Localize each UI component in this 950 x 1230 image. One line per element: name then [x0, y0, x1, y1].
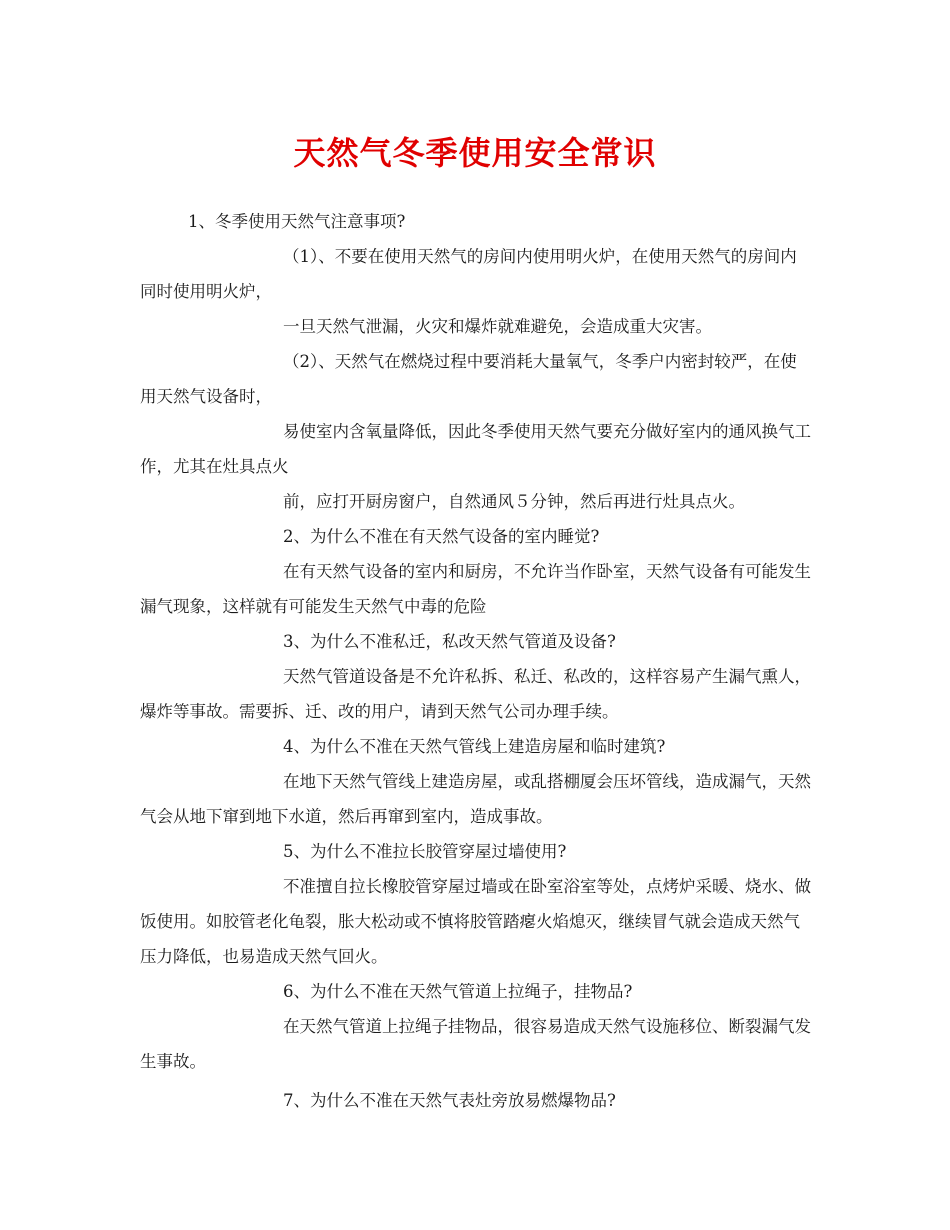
paragraph-1-2-cont: 易使室内含氧量降低，因此冬季使用天然气要充分做好室内的通风换气工作，尤其在灶具点火	[140, 422, 811, 476]
section-heading-3: 3、为什么不准私迁，私改天然气管道及设备?	[283, 632, 616, 651]
paragraph-5: 不准擅自拉长橡胶管穿屋过墙或在卧室浴室等处，点烤炉采暖、烧水、做饭使用。如胶管老化龟裂，胀大松动或不慎将胶管踏瘪火焰熄灭，继续冒气就会造成天然气压力降低，也易造成天然气回火。	[140, 877, 811, 966]
paragraph-1-1-cont: 一旦天然气泄漏，火灾和爆炸就难避免，会造成重大灾害。	[283, 317, 712, 336]
paragraph-3: 天然气管道设备是不允许私拆、私迁、私改的，这样容易产生漏气熏人，爆炸等事故。需要拆、迁、改的用户，请到天然气公司办理手续。	[140, 667, 811, 721]
document-body	[140, 204, 812, 1118]
section-heading-4: 4、为什么不准在天然气管线上建造房屋和临时建筑?	[283, 737, 666, 756]
section-heading-1: 1、冬季使用天然气注意事项?	[188, 212, 406, 231]
paragraph-1-2: （2）、天然气在燃烧过程中要消耗大量氧气，冬季户内密封较严，在使用天然气设备时，	[140, 352, 797, 406]
paragraph-2: 在有天然气设备的室内和厨房，不允许当作卧室，天然气设备有可能发生漏气现象，这样就有可能发生天然气中毒的危险	[140, 562, 811, 616]
paragraph-4: 在地下天然气管线上建造房屋，或乱搭棚厦会压坏管线，造成漏气，天然气会从地下窜到地下水道，然后再窜到室内，造成事故。	[140, 772, 811, 826]
document-title: 天然气冬季使用安全常识	[293, 134, 657, 172]
paragraph-1-2-end: 前，应打开厨房窗户，自然通风５分钟，然后再进行灶具点火。	[283, 492, 745, 511]
section-heading-5: 5、为什么不准拉长胶管穿屋过墙使用?	[283, 842, 567, 861]
section-heading-6: 6、为什么不准在天然气管道上拉绳子，挂物品?	[283, 982, 633, 1001]
paragraph-6: 在天然气管道上拉绳子挂物品，很容易造成天然气设施移位、断裂漏气发生事故。	[140, 1017, 811, 1071]
paragraph-1-1: （1）、不要在使用天然气的房间内使用明火炉，在使用天然气的房间内同时使用明火炉，	[140, 247, 797, 301]
section-heading-2: 2、为什么不准在有天然气设备的室内睡觉?	[283, 527, 600, 546]
section-heading-7: 7、为什么不准在天然气表灶旁放易燃爆物品?	[283, 1091, 616, 1110]
